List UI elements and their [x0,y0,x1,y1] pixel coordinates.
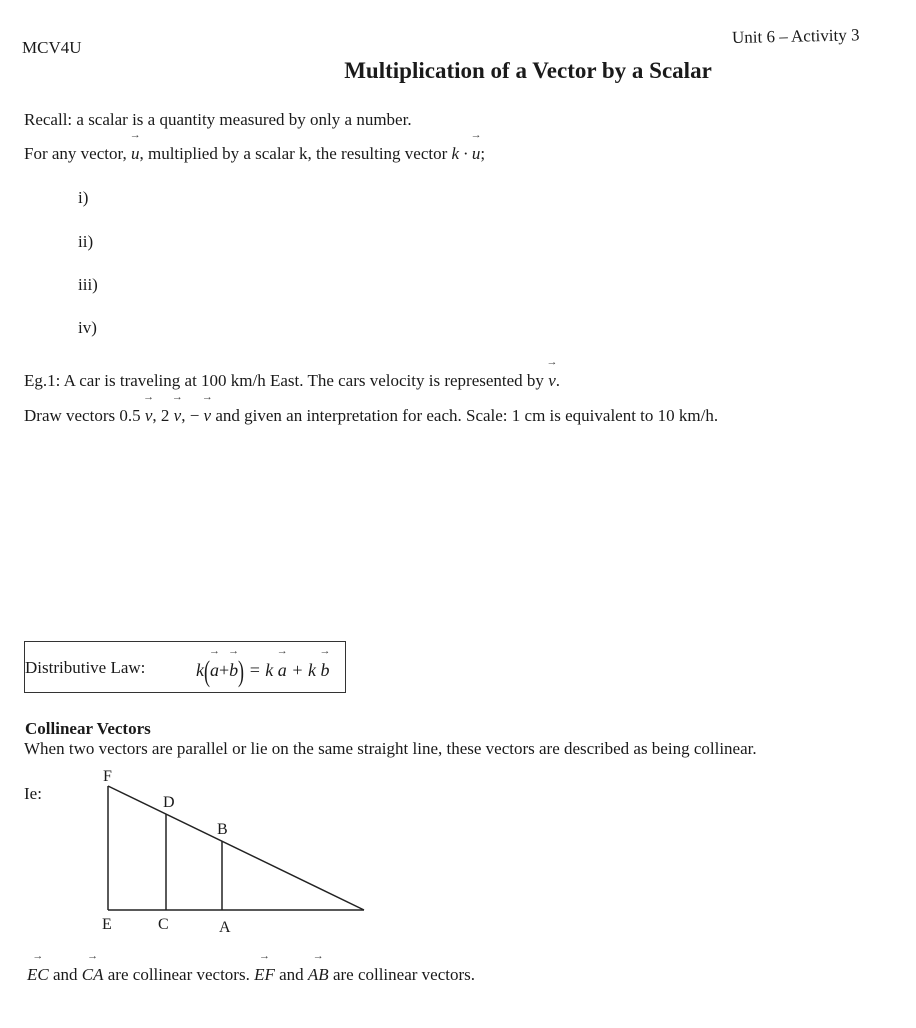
vector-v: → v [174,406,182,426]
vector-ec: → EC [27,965,49,985]
period: . [555,371,560,390]
close-paren: ) [238,655,245,688]
point-label-e: E [102,916,112,933]
example-text: Eg.1: A car is traveling at 100 km/h East. The cars velocity is represented by [24,371,544,390]
plus-sign: + [219,660,230,680]
vector-v: → v [548,371,556,391]
vector-def-part-a: For any vector, [24,144,127,163]
vector-v: → v [145,406,153,426]
point-label-a: A [219,919,231,936]
page-title: Multiplication of a Vector by a Scalar [344,58,712,83]
vector-u-result: → u [472,144,481,164]
recall-text: Recall: a scalar is a quantity measured by only a number. [24,110,412,129]
list-item: iv) [78,318,97,337]
list-item: iii) [78,275,98,294]
k-dot: k · [451,144,468,163]
and-text: and [279,965,304,984]
point-label-c: C [158,916,169,933]
distributive-law-label: Distributive Law: [25,658,146,677]
collinear-footer [27,965,475,985]
ie-label: Ie: [24,784,42,803]
vector-b: → b [320,660,329,681]
course-code: MCV4U [22,38,82,57]
comma-neg: , − [181,406,200,425]
equals-k: = k [248,660,274,680]
vector-def-part-b: , multiplied by a scalar k, the resulting vector [139,144,448,163]
vector-u: → u [131,144,140,164]
list-item: i) [78,188,89,207]
vector-b: → b [229,660,238,681]
hypotenuse-f-to-end [108,786,364,910]
vector-ef: → EF [254,965,275,985]
point-label-f: F [103,768,112,785]
plus-k: + k [291,660,316,680]
example-draw-text: Draw vectors 0.5 [24,406,141,425]
unit-activity: Unit 6 – Activity 3 [731,25,860,47]
vector-v: → v [204,406,212,426]
point-label-b: B [217,821,228,838]
example-interpretation-text: and given an interpretation for each. Scale: 1 cm is equivalent to 10 km/h. [215,406,719,425]
vector-ca: → CA [82,965,104,985]
list-item: ii) [78,232,94,251]
vector-a: → a [278,660,287,681]
point-label-d: D [163,794,175,811]
collinear-text-end: are collinear vectors. [332,965,475,984]
collinear-text: are collinear vectors. [107,965,250,984]
and-text: and [52,965,78,984]
scalar-k: k [196,660,204,680]
collinear-description: When two vectors are parallel or lie on the same straight line, these vectors are described as being collinear. [24,739,757,758]
comma-2: , 2 [152,406,170,425]
collinear-heading: Collinear Vectors [25,719,151,738]
vector-a: → a [210,660,219,681]
semicolon: ; [480,144,486,163]
open-paren: ( [204,655,210,688]
vector-ab: → AB [308,965,329,985]
